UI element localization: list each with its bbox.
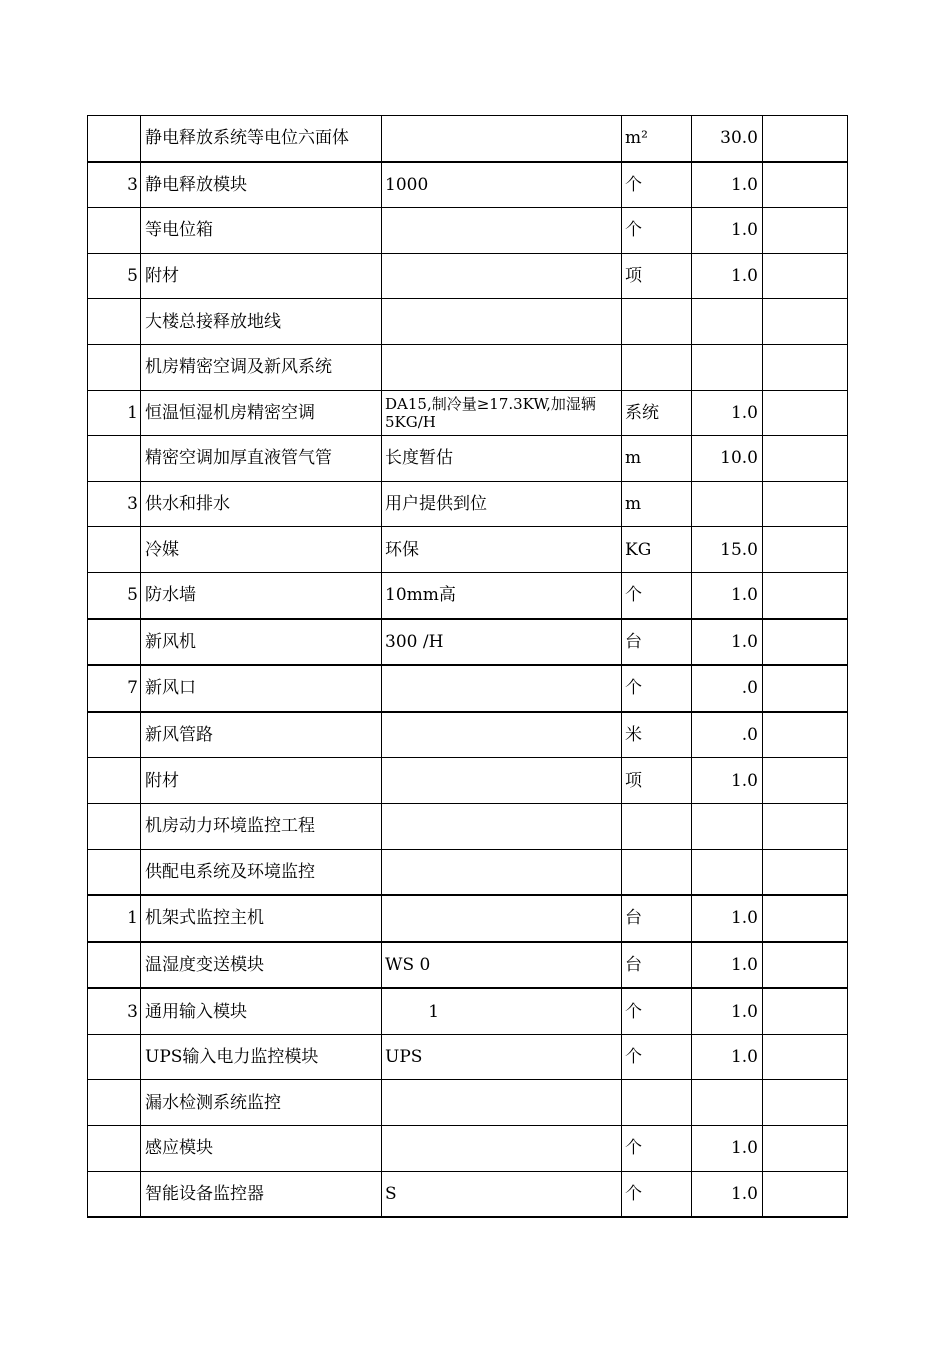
item-unit: m: [622, 436, 692, 482]
table-row: [88, 712, 848, 758]
row-number: [88, 619, 141, 666]
item-spec: [382, 208, 622, 254]
table-row: [88, 208, 848, 254]
item-spec: [382, 1080, 622, 1126]
item-remark: [763, 299, 848, 345]
item-remark: [763, 712, 848, 758]
item-remark: [763, 619, 848, 666]
item-quantity: 1.0: [692, 390, 763, 436]
item-name: 漏水检测系统监控: [141, 1080, 382, 1126]
item-quantity: 1.0: [692, 208, 763, 254]
item-name: 防水墙: [141, 572, 382, 618]
item-unit: 个: [622, 1126, 692, 1172]
table-row: [88, 665, 848, 712]
item-remark: [763, 665, 848, 712]
item-quantity: 15.0: [692, 527, 763, 573]
item-spec: [382, 253, 622, 299]
item-spec: [382, 116, 622, 162]
item-quantity: 1.0: [692, 162, 763, 208]
row-number: 1: [88, 390, 141, 436]
item-name: 静电释放系统等电位六面体: [141, 116, 382, 162]
item-unit: 项: [622, 253, 692, 299]
item-quantity: [692, 344, 763, 390]
table-row: [88, 1034, 848, 1080]
table-row: [88, 162, 848, 208]
item-spec: [382, 849, 622, 895]
item-spec: UPS: [382, 1034, 622, 1080]
item-remark: [763, 1034, 848, 1080]
row-number: 5: [88, 253, 141, 299]
item-quantity: 1.0: [692, 619, 763, 666]
item-unit: 台: [622, 619, 692, 666]
row-number: 7: [88, 665, 141, 712]
item-remark: [763, 116, 848, 162]
item-unit: [622, 803, 692, 849]
item-spec: S: [382, 1171, 622, 1217]
row-number: 5: [88, 572, 141, 618]
row-number: [88, 116, 141, 162]
item-spec: [382, 803, 622, 849]
item-quantity: .0: [692, 712, 763, 758]
item-name: 新风管路: [141, 712, 382, 758]
item-spec: [382, 758, 622, 804]
item-name: 温湿度变送模块: [141, 942, 382, 989]
item-name: 恒温恒湿机房精密空调: [141, 390, 382, 436]
item-name: 冷媒: [141, 527, 382, 573]
item-quantity: [692, 299, 763, 345]
item-unit: 个: [622, 1171, 692, 1217]
item-spec: [382, 299, 622, 345]
table-row: [88, 988, 848, 1034]
item-name: 新风口: [141, 665, 382, 712]
item-remark: [763, 481, 848, 527]
table-row: [88, 619, 848, 666]
item-name: 等电位箱: [141, 208, 382, 254]
row-number: [88, 208, 141, 254]
item-quantity: [692, 849, 763, 895]
item-remark: [763, 436, 848, 482]
item-unit: 个: [622, 1034, 692, 1080]
item-quantity: 1.0: [692, 988, 763, 1034]
item-unit: 台: [622, 895, 692, 942]
row-number: 3: [88, 481, 141, 527]
item-remark: [763, 1080, 848, 1126]
item-remark: [763, 988, 848, 1034]
item-quantity: 30.0: [692, 116, 763, 162]
table-row: [88, 1171, 848, 1217]
item-spec: 300 /H: [382, 619, 622, 666]
item-unit: 项: [622, 758, 692, 804]
row-number: [88, 758, 141, 804]
table-row: [88, 299, 848, 345]
item-quantity: [692, 481, 763, 527]
item-name: UPS输入电力监控模块: [141, 1034, 382, 1080]
item-unit: 个: [622, 572, 692, 618]
item-quantity: 1.0: [692, 942, 763, 989]
item-remark: [763, 572, 848, 618]
item-name: 供水和排水: [141, 481, 382, 527]
item-remark: [763, 344, 848, 390]
item-name: 大楼总接释放地线: [141, 299, 382, 345]
item-unit: [622, 299, 692, 345]
item-remark: [763, 162, 848, 208]
table-row: [88, 344, 848, 390]
item-unit: [622, 344, 692, 390]
item-spec: [382, 895, 622, 942]
item-quantity: 1.0: [692, 572, 763, 618]
item-unit: 个: [622, 988, 692, 1034]
row-number: [88, 1034, 141, 1080]
table-row: [88, 895, 848, 942]
item-spec: [382, 344, 622, 390]
item-remark: [763, 208, 848, 254]
item-remark: [763, 1126, 848, 1172]
item-name: 通用输入模块: [141, 988, 382, 1034]
row-number: [88, 849, 141, 895]
item-name: 附材: [141, 758, 382, 804]
table-row: [88, 253, 848, 299]
table-row: [88, 572, 848, 618]
item-remark: [763, 803, 848, 849]
row-number: [88, 1126, 141, 1172]
item-unit: 台: [622, 942, 692, 989]
row-number: [88, 712, 141, 758]
row-number: [88, 1171, 141, 1217]
item-unit: m: [622, 481, 692, 527]
item-unit: [622, 1080, 692, 1126]
item-remark: [763, 390, 848, 436]
item-name: 感应模块: [141, 1126, 382, 1172]
table-row: [88, 390, 848, 436]
item-spec: 长度暂估: [382, 436, 622, 482]
item-quantity: 10.0: [692, 436, 763, 482]
item-unit: 个: [622, 162, 692, 208]
row-number: [88, 942, 141, 989]
item-unit: [622, 849, 692, 895]
item-quantity: [692, 803, 763, 849]
row-number: [88, 436, 141, 482]
item-name: 机架式监控主机: [141, 895, 382, 942]
item-name: 供配电系统及环境监控: [141, 849, 382, 895]
table-row: [88, 1126, 848, 1172]
item-name: 智能设备监控器: [141, 1171, 382, 1217]
item-unit: m²: [622, 116, 692, 162]
table-row: [88, 481, 848, 527]
item-unit: 系统: [622, 390, 692, 436]
table-row: [88, 436, 848, 482]
item-quantity: 1.0: [692, 895, 763, 942]
item-name: 精密空调加厚直液管气管: [141, 436, 382, 482]
equipment-table: [87, 115, 848, 1218]
item-quantity: 1.0: [692, 1171, 763, 1217]
table-row: [88, 758, 848, 804]
item-unit: 个: [622, 665, 692, 712]
item-name: 新风机: [141, 619, 382, 666]
item-remark: [763, 527, 848, 573]
table-row: [88, 527, 848, 573]
item-name: 静电释放模块: [141, 162, 382, 208]
item-remark: [763, 849, 848, 895]
item-quantity: 1.0: [692, 758, 763, 804]
item-spec: 1: [382, 988, 622, 1034]
row-number: 1: [88, 895, 141, 942]
row-number: [88, 803, 141, 849]
item-spec: 环保: [382, 527, 622, 573]
item-quantity: 1.0: [692, 1126, 763, 1172]
item-spec: 用户提供到位: [382, 481, 622, 527]
item-name: 机房精密空调及新风系统: [141, 344, 382, 390]
item-spec: DA15,制冷量≥17.3KW,加湿辆5KG/H: [382, 390, 622, 436]
table-row: [88, 1080, 848, 1126]
item-remark: [763, 942, 848, 989]
row-number: [88, 344, 141, 390]
item-spec: 10mm高: [382, 572, 622, 618]
row-number: 3: [88, 162, 141, 208]
row-number: 3: [88, 988, 141, 1034]
item-name: 附材: [141, 253, 382, 299]
item-unit: 米: [622, 712, 692, 758]
item-unit: KG: [622, 527, 692, 573]
table-row: [88, 942, 848, 989]
item-remark: [763, 253, 848, 299]
item-name: 机房动力环境监控工程: [141, 803, 382, 849]
item-spec: [382, 665, 622, 712]
row-number: [88, 527, 141, 573]
item-quantity: [692, 1080, 763, 1126]
table-row: [88, 116, 848, 162]
item-quantity: 1.0: [692, 1034, 763, 1080]
table-row: [88, 849, 848, 895]
item-spec: [382, 712, 622, 758]
item-remark: [763, 1171, 848, 1217]
item-spec: [382, 1126, 622, 1172]
item-quantity: .0: [692, 665, 763, 712]
item-remark: [763, 758, 848, 804]
item-spec: WS 0: [382, 942, 622, 989]
row-number: [88, 1080, 141, 1126]
row-number: [88, 299, 141, 345]
item-quantity: 1.0: [692, 253, 763, 299]
table-row: [88, 803, 848, 849]
item-unit: 个: [622, 208, 692, 254]
item-remark: [763, 895, 848, 942]
item-spec: 1000: [382, 162, 622, 208]
